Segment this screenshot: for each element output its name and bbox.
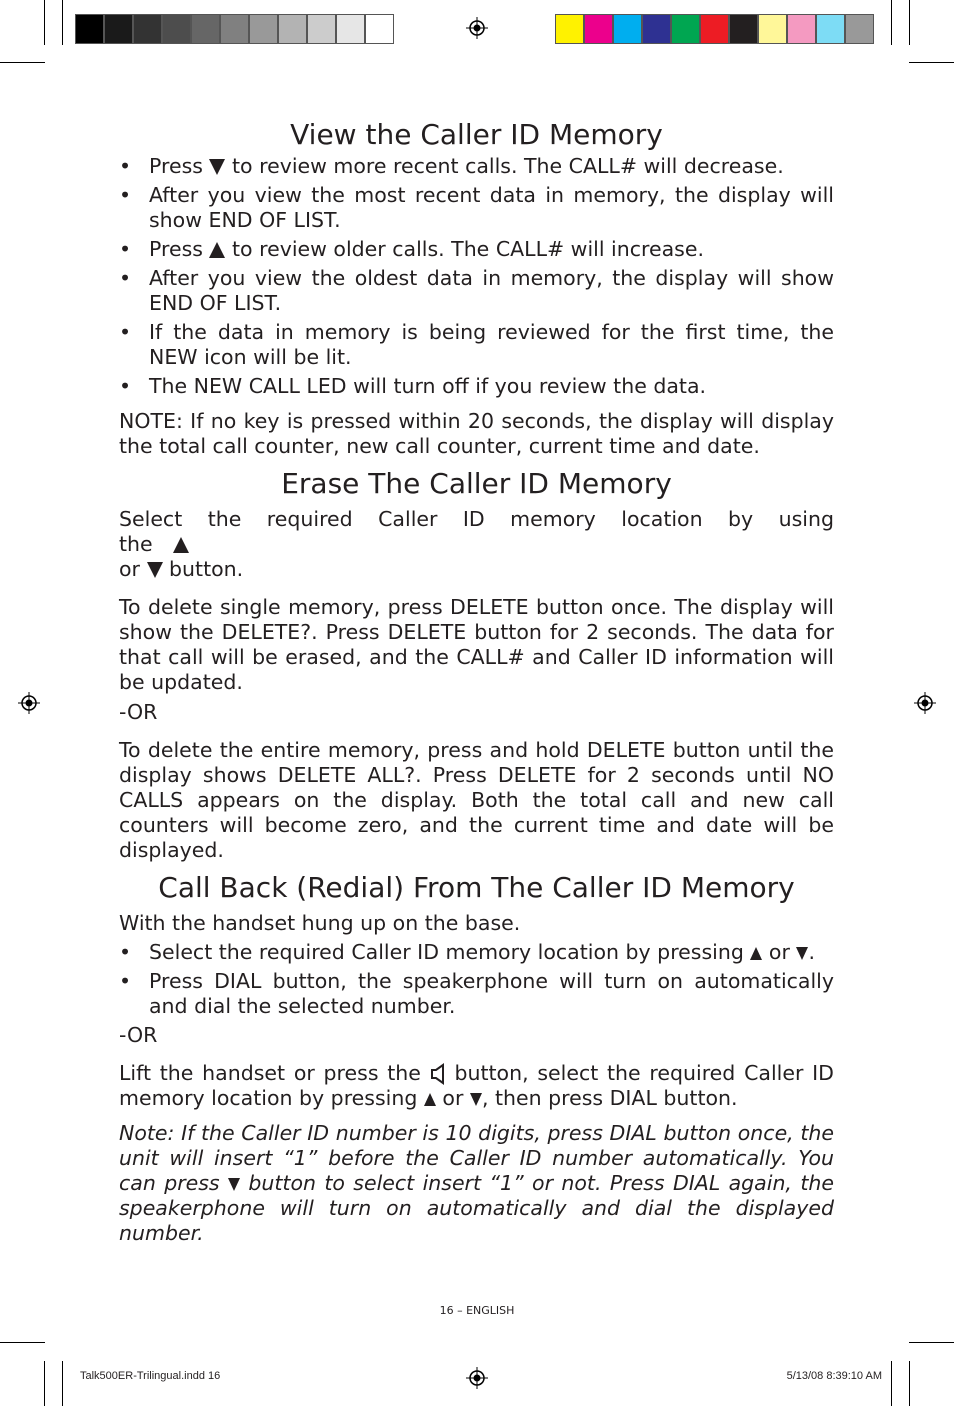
list-item: • If the data in memory is being reviewed for the first time, the NEW icon will be lit. [119, 320, 834, 370]
list-item: • After you view the most recent data in memory, the display will show END OF LIST. [119, 183, 834, 233]
crop-mark [909, 1342, 954, 1343]
down-arrow-icon [796, 947, 808, 960]
crop-mark [891, 1361, 892, 1406]
section-title: View the Caller ID Memory [290, 118, 663, 151]
color-swatch [249, 14, 278, 44]
crop-mark [44, 1361, 45, 1406]
view-memory-list [119, 154, 834, 399]
color-swatch [75, 14, 104, 44]
color-swatch [104, 14, 133, 44]
crop-mark [0, 62, 45, 63]
slug-filename: Talk500ER-Trilingual.indd 16 [80, 1370, 221, 1382]
list-item: • Press to review more recent calls. The CALL# will decrease. [119, 154, 834, 179]
lift-paragraph: Lift the handset or press the button, select the required Caller ID memory location by pressing or , then press DIAL button. [119, 1061, 834, 1110]
color-swatch [816, 14, 845, 44]
color-swatch [336, 14, 365, 44]
crop-mark [44, 0, 45, 45]
down-arrow-icon [228, 1178, 240, 1191]
or-label: -OR [119, 1023, 158, 1047]
color-swatch [613, 14, 642, 44]
list-item: • Select the required Caller ID memory location by pressing or . [119, 940, 834, 965]
list-item: • The NEW CALL LED will turn off if you review the data. [119, 374, 834, 399]
color-swatch [845, 14, 874, 44]
color-swatch [729, 14, 758, 44]
list-item: • After you view the oldest data in memory, the display will show END OF LIST. [119, 266, 834, 316]
section-title: Erase The Caller ID Memory [281, 467, 672, 500]
crop-mark [62, 1361, 63, 1406]
or-label: -OR [119, 700, 158, 724]
delete-single-paragraph: To delete single memory, press DELETE button once. The display will show the DELETE?. Press DELETE button for 2 seconds. The data for that call will be erased, and the CALL# and Caller ID information will be updated. [119, 595, 834, 694]
list-item: • Press DIAL button, the speakerphone will turn on automatically and dial the selected number. [119, 969, 834, 1019]
color-swatch [758, 14, 787, 44]
note-paragraph: NOTE: If no key is pressed within 20 seconds, the display will display the total call counter, new call counter, current time and date. [119, 409, 834, 458]
select-paragraph: Select the required Caller ID memory location by using the [119, 507, 834, 556]
call-back-list [119, 940, 834, 1019]
page-content [119, 118, 834, 1246]
select-paragraph-cont: or button. [119, 557, 244, 581]
color-swatch [671, 14, 700, 44]
registration-mark-icon [18, 692, 40, 714]
color-swatch [365, 14, 394, 44]
color-swatch [700, 14, 729, 44]
crop-mark [0, 1342, 45, 1343]
color-swatch [133, 14, 162, 44]
crop-mark [62, 0, 63, 45]
down-arrow-icon [209, 159, 225, 175]
grayscale-color-bar [75, 14, 394, 44]
section-title: Call Back (Redial) From The Caller ID Memory [158, 871, 795, 904]
color-swatch [191, 14, 220, 44]
color-swatch [278, 14, 307, 44]
note-paragraph: Note: If the Caller ID number is 10 digits, press DIAL button once, the unit will insert “1” before the Caller ID number automatically. You can press button to select insert “1” or not. Press DIAL again, the speakerphone will turn on automatically and dial the displayed number. [119, 1121, 834, 1245]
up-arrow-icon [424, 1093, 436, 1106]
crop-mark [891, 0, 892, 45]
list-item: • Press to review older calls. The CALL# will increase. [119, 237, 834, 262]
up-arrow-icon [209, 242, 225, 258]
crop-mark [909, 0, 910, 45]
page-footer: 16 – ENGLISH [439, 1304, 515, 1317]
registration-mark-icon [914, 692, 936, 714]
color-swatch [584, 14, 613, 44]
process-color-bar [555, 14, 874, 44]
color-swatch [307, 14, 336, 44]
color-swatch [787, 14, 816, 44]
down-arrow-icon [470, 1093, 482, 1106]
delete-all-paragraph: To delete the entire memory, press and hold DELETE button until the display shows DELETE ALL?. Press DELETE for 2 seconds until NO CALLS appears on the display. Both the total call and new call counters will become zero, and the current time and date will be displayed. [119, 738, 834, 862]
color-swatch [555, 14, 584, 44]
crop-mark [909, 1361, 910, 1406]
slug-timestamp: 5/13/08 8:39:10 AM [786, 1370, 882, 1382]
up-arrow-icon [750, 947, 762, 960]
registration-mark-icon [466, 1367, 488, 1389]
color-swatch [220, 14, 249, 44]
color-swatch [642, 14, 671, 44]
intro-paragraph: With the handset hung up on the base. [119, 911, 521, 935]
up-arrow-icon [173, 537, 189, 553]
color-swatch [162, 14, 191, 44]
speaker-icon [430, 1063, 446, 1085]
registration-mark-icon [466, 17, 488, 39]
crop-mark [909, 62, 954, 63]
down-arrow-icon [147, 562, 163, 578]
